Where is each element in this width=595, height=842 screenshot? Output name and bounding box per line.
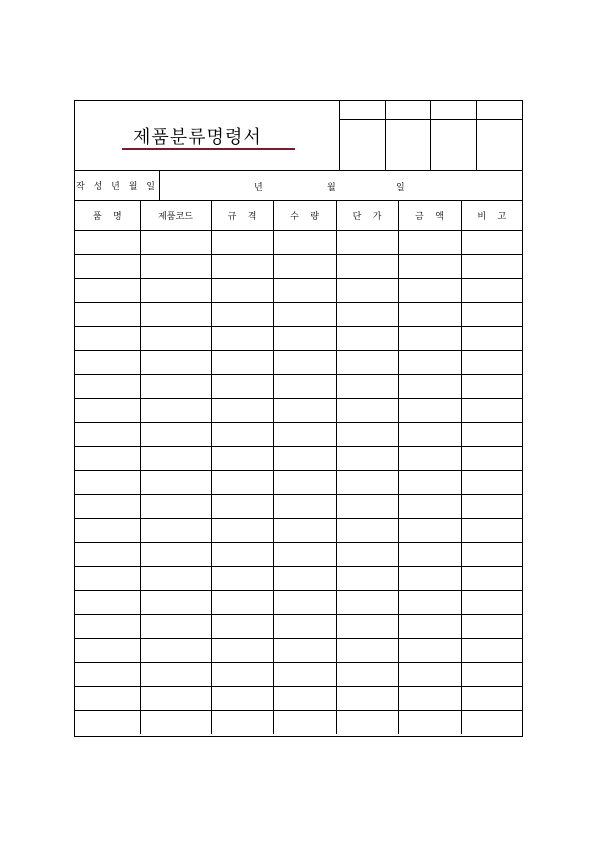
table-cell[interactable] <box>140 686 211 710</box>
table-cell[interactable] <box>273 686 336 710</box>
table-cell[interactable] <box>461 662 522 686</box>
table-cell[interactable] <box>211 614 273 638</box>
table-row <box>75 494 522 518</box>
table-cell[interactable] <box>140 494 211 518</box>
table-cell[interactable] <box>461 398 522 422</box>
table-cell[interactable] <box>273 494 336 518</box>
table-cell[interactable] <box>461 566 522 590</box>
table-cell[interactable] <box>140 302 211 326</box>
table-cell[interactable] <box>273 614 336 638</box>
table-cell[interactable] <box>273 446 336 470</box>
table-cell[interactable] <box>461 710 522 734</box>
table-cell[interactable] <box>336 518 398 542</box>
table-cell[interactable] <box>461 542 522 566</box>
table-cell[interactable] <box>75 254 140 278</box>
table-cell[interactable] <box>273 254 336 278</box>
table-cell[interactable] <box>140 614 211 638</box>
table-cell[interactable] <box>211 422 273 446</box>
table-row <box>75 398 522 422</box>
table-cell[interactable] <box>461 494 522 518</box>
table-cell[interactable] <box>336 470 398 494</box>
table-cell[interactable] <box>461 254 522 278</box>
table-cell[interactable] <box>211 302 273 326</box>
table-cell[interactable] <box>140 446 211 470</box>
table-row <box>75 446 522 470</box>
table-row <box>75 278 522 302</box>
table-cell[interactable] <box>461 302 522 326</box>
table-cell[interactable] <box>336 326 398 350</box>
table-cell[interactable] <box>461 590 522 614</box>
table-cell[interactable] <box>273 278 336 302</box>
table-cell[interactable] <box>336 398 398 422</box>
table-cell[interactable] <box>336 302 398 326</box>
table-row <box>75 230 522 254</box>
table-cell[interactable] <box>273 470 336 494</box>
item-table <box>75 201 522 734</box>
column-header-spec: 규 격 <box>211 201 273 230</box>
table-row <box>75 590 522 614</box>
approval-sign-1[interactable] <box>340 120 386 170</box>
table-cell[interactable] <box>211 398 273 422</box>
table-cell[interactable] <box>140 398 211 422</box>
table-row <box>75 518 522 542</box>
table-cell[interactable] <box>461 470 522 494</box>
table-cell[interactable] <box>75 494 140 518</box>
table-cell[interactable] <box>398 590 461 614</box>
table-cell[interactable] <box>336 710 398 734</box>
table-cell[interactable] <box>140 710 211 734</box>
table-cell[interactable] <box>336 350 398 374</box>
date-day-label: 일 <box>396 183 405 193</box>
table-cell[interactable] <box>398 278 461 302</box>
table-cell[interactable] <box>211 446 273 470</box>
title-area <box>75 101 340 170</box>
table-cell[interactable] <box>140 542 211 566</box>
table-row <box>75 302 522 326</box>
table-cell[interactable] <box>75 614 140 638</box>
table-cell[interactable] <box>211 710 273 734</box>
table-cell[interactable] <box>398 446 461 470</box>
table-cell[interactable] <box>75 590 140 614</box>
table-cell[interactable] <box>211 350 273 374</box>
table-cell[interactable] <box>211 470 273 494</box>
table-cell[interactable] <box>75 470 140 494</box>
approval-box <box>340 101 522 170</box>
table-cell[interactable] <box>211 374 273 398</box>
table-cell[interactable] <box>336 686 398 710</box>
table-cell[interactable] <box>398 542 461 566</box>
table-cell[interactable] <box>398 614 461 638</box>
approval-sign-3[interactable] <box>431 120 477 170</box>
table-cell[interactable] <box>461 614 522 638</box>
table-cell[interactable] <box>336 494 398 518</box>
table-cell[interactable] <box>211 494 273 518</box>
table-cell[interactable] <box>140 590 211 614</box>
table-cell[interactable] <box>461 638 522 662</box>
table-cell[interactable] <box>398 398 461 422</box>
table-cell[interactable] <box>336 662 398 686</box>
table-cell[interactable] <box>273 302 336 326</box>
table-row <box>75 422 522 446</box>
table-cell[interactable] <box>140 518 211 542</box>
table-cell[interactable] <box>211 278 273 302</box>
table-cell[interactable] <box>273 566 336 590</box>
approval-header-3[interactable] <box>431 101 477 120</box>
table-cell[interactable] <box>398 374 461 398</box>
table-cell[interactable] <box>211 542 273 566</box>
table-cell[interactable] <box>211 590 273 614</box>
table-cell[interactable] <box>336 566 398 590</box>
table-cell[interactable] <box>140 374 211 398</box>
table-cell[interactable] <box>398 710 461 734</box>
table-cell[interactable] <box>75 398 140 422</box>
table-cell[interactable] <box>336 230 398 254</box>
table-cell[interactable] <box>461 422 522 446</box>
date-month-label: 월 <box>327 183 336 193</box>
approval-header-4[interactable] <box>477 101 522 120</box>
table-cell[interactable] <box>336 446 398 470</box>
approval-header-1[interactable] <box>340 101 386 120</box>
table-cell[interactable] <box>336 278 398 302</box>
table-cell[interactable] <box>75 350 140 374</box>
table-cell[interactable] <box>140 254 211 278</box>
table-cell[interactable] <box>273 374 336 398</box>
table-cell[interactable] <box>140 230 211 254</box>
table-cell[interactable] <box>461 326 522 350</box>
table-cell[interactable] <box>398 422 461 446</box>
table-cell[interactable] <box>140 422 211 446</box>
table-row <box>75 566 522 590</box>
approval-header-2[interactable] <box>386 101 431 120</box>
table-cell[interactable] <box>140 638 211 662</box>
table-cell[interactable] <box>75 374 140 398</box>
table-row <box>75 686 522 710</box>
table-cell[interactable] <box>75 686 140 710</box>
table-cell[interactable] <box>336 422 398 446</box>
table-row <box>75 254 522 278</box>
table-cell[interactable] <box>398 686 461 710</box>
table-cell[interactable] <box>398 494 461 518</box>
column-header-quantity: 수 량 <box>273 201 336 230</box>
column-header-remarks: 비 고 <box>461 201 522 230</box>
table-row <box>75 350 522 374</box>
column-header-item-name: 품 명 <box>75 201 140 230</box>
table-cell[interactable] <box>273 590 336 614</box>
table-cell[interactable] <box>398 566 461 590</box>
table-row <box>75 638 522 662</box>
table-cell[interactable] <box>461 230 522 254</box>
table-cell[interactable] <box>75 422 140 446</box>
table-cell[interactable] <box>273 638 336 662</box>
table-cell[interactable] <box>336 254 398 278</box>
table-row <box>75 326 522 350</box>
table-cell[interactable] <box>211 638 273 662</box>
column-header-unit-price: 단 가 <box>336 201 398 230</box>
table-cell[interactable] <box>398 302 461 326</box>
table-cell[interactable] <box>75 326 140 350</box>
table-row <box>75 542 522 566</box>
table-cell[interactable] <box>461 350 522 374</box>
date-year-label: 년 <box>254 183 263 193</box>
column-header-product-code: 제품코드 <box>140 201 211 230</box>
table-row <box>75 710 522 734</box>
table-cell[interactable] <box>398 518 461 542</box>
document-title: 제품분류명령서 <box>133 127 262 148</box>
table-cell[interactable] <box>75 542 140 566</box>
table-cell[interactable] <box>273 350 336 374</box>
table-cell[interactable] <box>273 542 336 566</box>
date-field[interactable] <box>160 171 522 200</box>
table-cell[interactable] <box>75 638 140 662</box>
table-cell[interactable] <box>398 350 461 374</box>
table-row <box>75 470 522 494</box>
table-cell[interactable] <box>461 686 522 710</box>
table-cell[interactable] <box>211 686 273 710</box>
table-row <box>75 374 522 398</box>
approval-sign-4[interactable] <box>477 120 522 170</box>
table-cell[interactable] <box>273 518 336 542</box>
table-cell[interactable] <box>211 326 273 350</box>
date-label: 작 성 년 월 일 <box>75 171 160 200</box>
table-cell[interactable] <box>211 230 273 254</box>
table-cell[interactable] <box>461 278 522 302</box>
table-cell[interactable] <box>336 374 398 398</box>
table-cell[interactable] <box>336 542 398 566</box>
form-sheet <box>74 100 523 737</box>
table-cell[interactable] <box>75 230 140 254</box>
table-cell[interactable] <box>273 326 336 350</box>
table-cell[interactable] <box>398 638 461 662</box>
table-cell[interactable] <box>398 254 461 278</box>
table-cell[interactable] <box>336 638 398 662</box>
table-cell[interactable] <box>398 662 461 686</box>
table-row <box>75 614 522 638</box>
table-cell[interactable] <box>398 326 461 350</box>
table-cell[interactable] <box>75 278 140 302</box>
table-cell[interactable] <box>461 518 522 542</box>
table-cell[interactable] <box>273 710 336 734</box>
table-cell[interactable] <box>211 566 273 590</box>
table-cell[interactable] <box>140 566 211 590</box>
table-cell[interactable] <box>273 662 336 686</box>
table-cell[interactable] <box>336 614 398 638</box>
approval-sign-2[interactable] <box>386 120 431 170</box>
table-cell[interactable] <box>273 398 336 422</box>
table-cell[interactable] <box>140 326 211 350</box>
table-cell[interactable] <box>75 518 140 542</box>
table-cell[interactable] <box>398 230 461 254</box>
table-cell[interactable] <box>273 230 336 254</box>
table-cell[interactable] <box>75 710 140 734</box>
table-cell[interactable] <box>140 350 211 374</box>
table-cell[interactable] <box>211 254 273 278</box>
title-underline <box>122 148 295 150</box>
table-cell[interactable] <box>140 278 211 302</box>
table-cell[interactable] <box>140 470 211 494</box>
table-cell[interactable] <box>461 374 522 398</box>
table-cell[interactable] <box>211 518 273 542</box>
table-cell[interactable] <box>273 422 336 446</box>
column-header-amount: 금 액 <box>398 201 461 230</box>
table-cell[interactable] <box>211 662 273 686</box>
table-cell[interactable] <box>75 566 140 590</box>
table-row <box>75 662 522 686</box>
table-cell[interactable] <box>75 446 140 470</box>
table-cell[interactable] <box>461 446 522 470</box>
table-cell[interactable] <box>75 662 140 686</box>
table-cell[interactable] <box>398 470 461 494</box>
table-cell[interactable] <box>140 662 211 686</box>
table-cell[interactable] <box>75 302 140 326</box>
table-cell[interactable] <box>336 590 398 614</box>
